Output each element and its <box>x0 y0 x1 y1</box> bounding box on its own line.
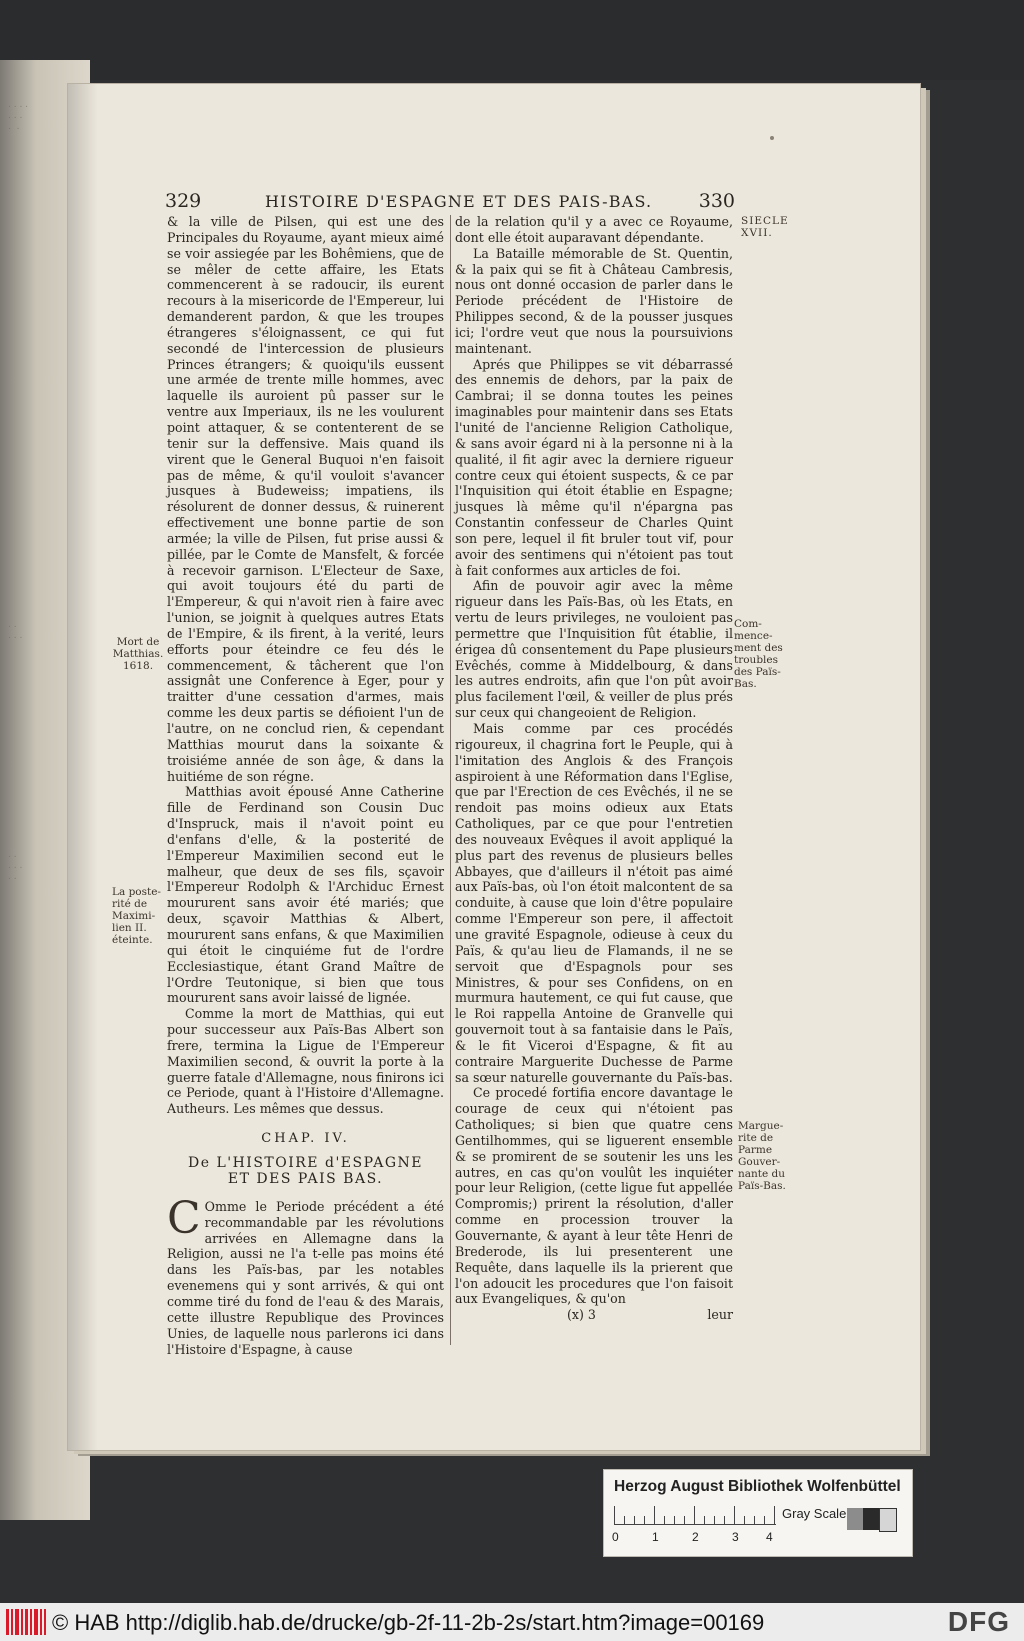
right-para-1: de la relation qu'il y a avec ce Royaume, dont elle étoit auparavant dépendante. <box>455 214 733 245</box>
ruler-tick <box>644 1516 645 1524</box>
drop-cap: C <box>167 1192 201 1244</box>
previous-page-edge: . . . . . . . . . . . . . . . . . . . . . <box>0 60 90 1520</box>
barcode-icon <box>6 1609 46 1635</box>
margin-line: SIECLE <box>741 215 789 227</box>
ruler-tick <box>754 1516 755 1524</box>
ruler-tick <box>704 1516 705 1524</box>
chapter-title-line-1: De L'HISTOIRE d'ESPAGNE <box>187 1154 423 1171</box>
right-para-5: Mais comme par ces procédés rigoureux, il chagrina fort le Peuple, qui à l'imitation des Anglois & des François aspiroient à une Réformation dans l'Eglise, que par l'Erection de ces Evêchés, il ne se rendoit pas moins odieux aux Etats Catholiques, par ce que pour l'entretien des nouveaux Evêques il avoit appliqué la plus part des revenus de plusieurs belles Abbayes, que d'ailleurs il n'étoit pas aimé aux Païs-bas, où l'on étoit malcontent de sa conduite, à cause que loin d'être populaire comme l'Empereur son pere, il affectoit une gravité Espagnole, odieuse à ceux du Païs, & qu'au lieu de Flamands, il ne se servoit que d'Espagnols pour ses Ministres, & pour ses Confidens, on en murmura hautement, ce qui fut cause, que le Roi rappella Antoine de Granvelle qui gouvernoit tout à sa fantaisie dans le Païs, & le fit Viceroi d'Espagne, & fit au contraire Marguerite Duchesse de Parme sa sœur naturelle gouvernante du Païs-bas. <box>455 721 733 1085</box>
chapter-heading: CHAP. IV. <box>261 1131 350 1147</box>
left-para-1: & la ville de Pilsen, qui est une des Principales du Royaume, ayant mieux aimé se voir assiegée par les Bohêmiens, que de se mêler de cette affaire, les Etats commencerent à se radoucir, ils eurent recours à la misericorde de l'Empereur, lui demanderent pardon, & que les troupes étrangeres s'éloignassent, ce qui fut secondé de l'intercession de plusieurs Princes étrangers; & quoiqu'ils eussent une armée de trente mille hommes, avec laquelle ils auroient pû passer sur le ventre aux Imperiaux, ils ne les voulurent point attaquer, & se contenterent de se tenir sur la deffensive. Mais quand ils virent que le General Buquoi n'en faisoit pas de même, & qu'il vouloit s'avancer jusques à Budeweiss; impatiens, ils résolurent de donner dessus, & ruinerent effectivement une bonne partie de son armée; la ville de Pilsen, fut prise aussi & pillée, par le Comte de Mansfelt, & forcée à recevoir garnison. L'Electeur de Saxe, qui avoit toujours été du parti de l'Empereur, & qui n'avoit rien à faire avec l'union, se joignit à quelques autres Etats de l'Empire, & ils firent, à la verité, leurs efforts pour éteindre ce feu dés le commencement, & tâcherent que l'on assignât une Conference à Eger, pour y traitter d'une cessation d'armes, mais comme les deux partis se défioient l'un de l'autre, on ne conclud rien, & cependant Matthias mourut dans la soixante & troisiéme année de son âge, & dans la huitiéme de son régne. <box>167 214 444 784</box>
margin-line: éteinte. <box>112 934 153 946</box>
catchword: leur <box>707 1307 733 1323</box>
gray-swatch <box>847 1508 863 1530</box>
ruler-tick <box>624 1516 625 1524</box>
ruler-tick <box>774 1506 775 1524</box>
margin-line: 1618. <box>122 660 154 672</box>
ruler-tick <box>654 1506 655 1524</box>
page-number-left: 329 <box>165 190 202 212</box>
margin-line: rite de <box>738 1132 774 1144</box>
left-para-4 <box>167 1192 444 1357</box>
right-para-4: Afin de pouvoir agir avec la même rigueur dans les Païs-Bas, où les Etats, en vertu de leurs privileges, ne vouloient pas permettre que l'Inquisition fût établie, il érigea dû consentement du Pape plusieurs Evêchés, comme à Middelbourg, & dans les autres endroits, afin que l'on pût avoir plus facilement l'œil, & veiller de plus prés sur ceux qui changeoient de Religion. <box>455 578 733 721</box>
ruler-tick <box>764 1516 765 1524</box>
left-para-2: Matthias avoit épousé Anne Catherine fille de Ferdinand son Cousin Duc d'Inspruck, mais il n'avoit point eu d'enfans d'elle, & la posterité de l'Empereur Maximilien second eut le malheur, que deux de ses fils, sçavoir l'Empereur Rodolph & l'Archiduc Ernest moururent sans avoir été mariés; que deux, sçavoir Matthias & Albert, moururent sans enfans, & que Maximilien qui étoit le cinquiéme fut de l'ordre Ecclesiastique, étant Grand Maître de l'Ordre Teutonique, si bien que tous moururent sans avoir laissé de lignée. <box>167 784 444 1006</box>
scale-label: 2 <box>692 1530 699 1544</box>
margin-note-posterite <box>112 886 161 946</box>
gray-swatch <box>879 1508 897 1532</box>
margin-line: Mort de <box>116 636 160 648</box>
right-para-6: Ce procedé fortifia encore davantage le courage de ceux qui n'étoient pas Catholiques; si bien que quatre cens Gentilhommes, qui se liguerent ensemble & se promirent de se soutenir les uns les autres, en cas qu'on voulût les inquiéter pour leur Religion, (cette ligue fut appellée Compromis;) prirent la résolution, d'aller comme en procession trouver la Gouvernante, & ayant à leur tête Henri de Brederode, ils lui presenterent une Requête, dans laquelle ils la prierent que l'on adoucit les procedures que l'on faisoit aux Evangeliques, & qu'on <box>455 1085 733 1307</box>
margin-line: Matthias. <box>112 648 164 660</box>
margin-line: Gouver- <box>738 1156 781 1168</box>
ruler-tick <box>674 1516 675 1524</box>
chapter-title-line-2: ET DES PAIS BAS. <box>227 1170 384 1187</box>
column-rule <box>450 215 451 1345</box>
signature-mark: (x) 3 <box>567 1307 596 1323</box>
margin-note-troubles <box>734 618 783 690</box>
margin-line: des Païs- <box>734 666 781 678</box>
margin-line: La poste- <box>112 886 161 898</box>
left-para-4-text: Omme le Periode précédent a été recommandable par les révolutions arrivées en Allemagne dans la Religion, aussi ne l'a t-elle pas moins été dans les Païs-bas, par les notables evenemens qui y sont arrivés, & qui ont comme tiré du fond de l'eau & des Marais, cette illustre Republique des Provinces Unies, de laquelle nous parlerons ici dans l'Histoire d'Espagne, à cause <box>167 1198 444 1357</box>
ruler-tick <box>694 1506 695 1524</box>
scale-label: 3 <box>732 1530 739 1544</box>
margin-line: Païs-Bas. <box>738 1180 786 1192</box>
margin-line: Margue- <box>738 1120 784 1132</box>
ruler-tick <box>724 1516 725 1524</box>
gutter-shadow <box>68 84 98 1450</box>
margin-line: ment des <box>734 642 783 654</box>
ruler-tick <box>634 1516 635 1524</box>
ruler-tick <box>684 1516 685 1524</box>
right-para-2: La Bataille mémorable de St. Quentin, & la paix qui se fit à Château Cambresis, nous ont donné occasion de parler dans le Periode précédent de l'Histoire de Philippes second, & de la pousser jusques ici; l'ordre veut que nous la poursuivions maintenant. <box>455 245 733 356</box>
scale-label: 4 <box>766 1530 773 1544</box>
margin-note-marguerite <box>738 1120 786 1192</box>
margin-line: nante du <box>738 1168 786 1180</box>
copyright-link[interactable]: © HAB http://diglib.hab.de/drucke/gb-2f-11-2b-2s/start.htm?image=00169 <box>52 1610 765 1635</box>
ruler-tick <box>714 1516 715 1524</box>
paper-speck <box>770 136 774 140</box>
margin-line: XVII. <box>741 227 773 239</box>
ruler-tick <box>734 1506 735 1524</box>
margin-line: lien II. <box>112 922 147 934</box>
margin-line: Bas. <box>734 678 757 690</box>
margin-line: rité de <box>112 898 148 910</box>
margin-note-mort-matthias <box>112 636 164 672</box>
running-header <box>165 188 735 214</box>
ruler-tick <box>744 1516 745 1524</box>
right-para-3: Aprés que Philippes se vit débarrassé des ennemis de dehors, par la paix de Cambrai; il se donna toutes les peines imaginables pour maintenir dans ses Etats l'unité de l'ancienne Religion Catholique, & sans avoir égard ni à la personne ni à la qualité, il fit agir avec la derniere rigueur contre ceux qui étoient suspects, & ce par l'Inquisition qui étoit établie en Espagne; jusques là même qu'il n'épargna pas Constantin confesseur de Charles Quint son pere, lequel il fit bruler tout vif, pour avoir des sentimens qui n'étoient pas tout à fait conformes aux articles de foi. <box>455 356 733 578</box>
page-number-right: 330 <box>698 190 735 212</box>
library-stamp <box>603 1469 913 1557</box>
scale-ruler <box>614 1506 776 1525</box>
scale-label: 0 <box>612 1530 619 1544</box>
ruler-tick <box>664 1516 665 1524</box>
left-para-3: Comme la mort de Matthias, qui eut pour successeur aux Païs-Bas Albert son frere, termina la Ligue de l'Empereur Maximilien second, & ouvrit la porte à la guerre fatale d'Allemagne, nous finirons ici ce Periode, quant à l'Histoire d'Allemagne. Autheurs. Les mêmes que dessus. <box>167 1006 444 1117</box>
margin-line: Maximi- <box>112 910 156 922</box>
chapter-title <box>167 1155 444 1187</box>
gray-scale-label: Gray Scale <box>782 1506 847 1521</box>
right-column <box>455 214 733 1323</box>
library-name: Herzog August Bibliothek Wolfenbüttel <box>614 1478 901 1495</box>
dfg-logo: DFG <box>947 1606 1010 1637</box>
margin-line: mence- <box>734 630 773 642</box>
viewer-footer <box>0 1603 1024 1641</box>
margin-note-siecle <box>741 215 789 239</box>
left-column <box>167 214 444 1357</box>
ruler-tick <box>614 1506 615 1524</box>
scan-background <box>0 0 1024 80</box>
running-title: HISTOIRE D'ESPAGNE ET DES PAIS-BAS. <box>265 192 653 211</box>
margin-line: Com- <box>734 618 762 630</box>
scale-label: 1 <box>652 1530 659 1544</box>
gray-swatch <box>863 1508 879 1530</box>
margin-line: troubles <box>734 654 779 666</box>
page-foot <box>455 1307 733 1323</box>
margin-line: Parme <box>738 1144 773 1156</box>
